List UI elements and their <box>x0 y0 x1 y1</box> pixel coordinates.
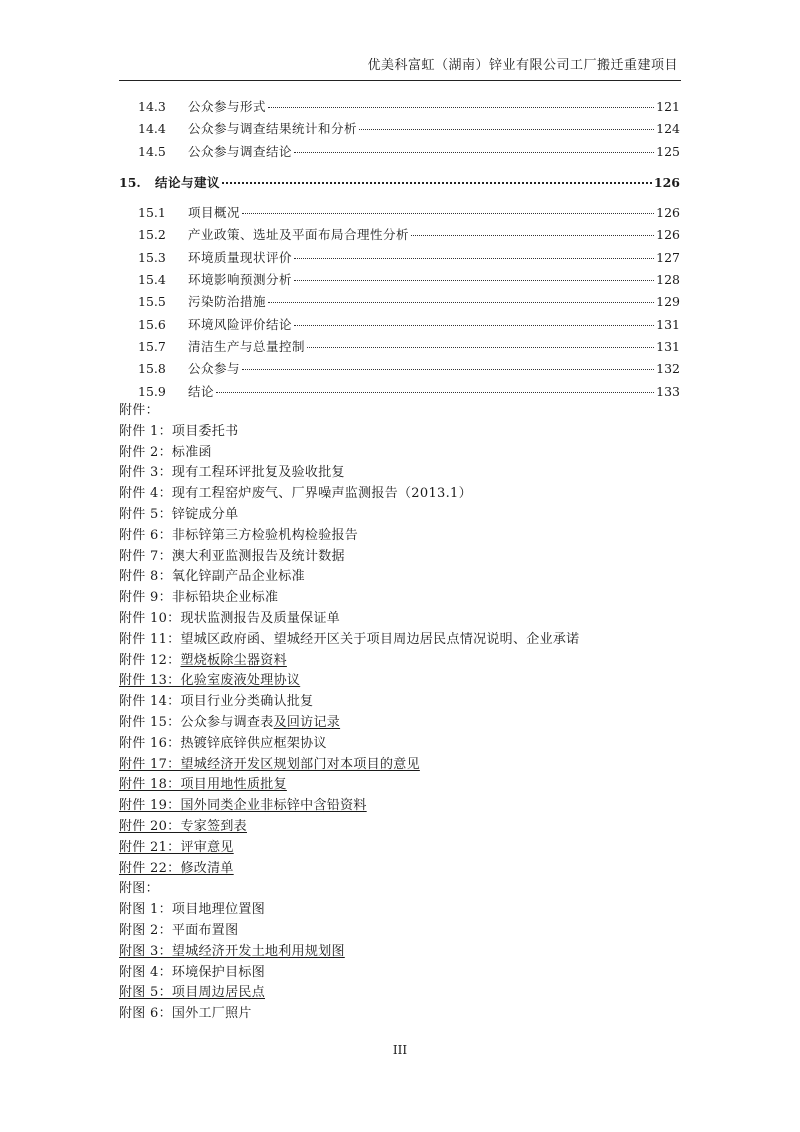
toc-entry-number: 15.8 <box>138 361 166 377</box>
page-number: III <box>392 1043 408 1057</box>
annex-item <box>119 671 680 692</box>
annex-item-text: 附件 4：现有工程窑炉废气、厂界噪声监测报告（2013.1） <box>119 486 472 502</box>
toc-entry-number: 15.5 <box>138 294 166 310</box>
annex-item <box>119 1004 680 1025</box>
annex-item <box>119 692 680 713</box>
annex-item <box>119 588 680 609</box>
toc-entry-page: 124 <box>656 121 680 137</box>
annex-item-underlined-text: 附件 20：专家签到表 <box>119 818 247 834</box>
toc-entry-number: 15.2 <box>138 227 166 243</box>
annex-item <box>119 983 680 1004</box>
toc-entry[interactable] <box>119 291 680 313</box>
toc-entry-page: 133 <box>656 383 680 399</box>
table-of-contents <box>119 96 680 403</box>
toc-dot-leader <box>268 302 654 303</box>
annex-item-underlined-text: 附件 21：评审意见 <box>119 839 234 855</box>
annex-item-text: 附图 2：平面布置图 <box>119 922 239 938</box>
annex-item-text: 附图 6：国外工厂照片 <box>119 1006 252 1022</box>
toc-entry-page: 131 <box>656 316 680 332</box>
annex-item <box>119 526 680 547</box>
annex-item-underlined-text: 附件 13：化验室废液处理协议 <box>119 673 301 689</box>
toc-entry-title: 项目概况 <box>188 205 241 221</box>
toc-entry-number: 14.3 <box>138 99 166 114</box>
toc-entry-page: 121 <box>656 99 680 114</box>
toc-dot-leader <box>242 369 654 370</box>
annex-item <box>119 401 680 422</box>
annex-item-underlined-text: 塑烧板除尘器资料 <box>180 652 287 668</box>
toc-dot-leader <box>294 280 654 281</box>
annex-item-text: 附件 2：标准函 <box>119 444 212 460</box>
toc-entry[interactable] <box>119 336 680 358</box>
toc-entry-page: 131 <box>656 338 680 354</box>
annex-item <box>119 900 680 921</box>
annex-item <box>119 755 680 776</box>
annex-item <box>119 859 680 880</box>
toc-entry-number: 15. <box>119 174 141 190</box>
annex-item <box>119 547 680 568</box>
toc-entry[interactable] <box>119 141 680 163</box>
toc-entry[interactable] <box>119 202 680 224</box>
toc-dot-leader <box>411 235 654 236</box>
annex-item <box>119 630 680 651</box>
annex-item-underlined-text: 附件 19：国外同类企业非标锌中含铅资料 <box>119 798 367 814</box>
toc-entry[interactable] <box>119 314 680 336</box>
toc-entry-number: 15.4 <box>138 272 166 288</box>
toc-dot-leader <box>307 347 654 348</box>
toc-entry[interactable] <box>119 269 680 291</box>
annex-item-text: 附件 12： <box>119 652 181 668</box>
toc-entry-number: 15.1 <box>138 205 166 221</box>
toc-dot-leader <box>359 129 654 130</box>
annex-item-underlined-text: 附件 18：项目用地性质批复 <box>119 777 287 793</box>
toc-entry-title: 产业政策、选址及平面布局合理性分析 <box>188 227 410 243</box>
annex-item-text: 附件 5：锌锭成分单 <box>119 506 239 522</box>
toc-dot-leader <box>268 107 654 108</box>
toc-entry-page: 126 <box>653 174 680 190</box>
toc-dot-leader <box>242 213 654 214</box>
annex-item <box>119 443 680 464</box>
annex-item <box>119 651 680 672</box>
annex-item <box>119 422 680 443</box>
annex-item-text: 附件 10：现状监测报告及质量保证单 <box>119 610 341 626</box>
annex-item-text: 附件 3：现有工程环评批复及验收批复 <box>119 465 345 481</box>
annex-item <box>119 838 680 859</box>
annex-item-text: 附件： <box>119 403 159 418</box>
toc-entry[interactable] <box>119 358 680 380</box>
toc-entry-page: 129 <box>656 294 680 310</box>
annex-item-text: 附件 9：非标铅块企业标准 <box>119 590 279 606</box>
annex-item <box>119 463 680 484</box>
annex-item <box>119 817 680 838</box>
annex-item-text: 附件 1：项目委托书 <box>119 423 239 439</box>
toc-entry-title: 公众参与形式 <box>188 99 267 114</box>
annex-item-text: 附件 16：热镀锌底锌供应框架协议 <box>119 735 327 751</box>
annex-item-text: 附图 4：环境保护目标图 <box>119 964 266 980</box>
toc-entry[interactable] <box>119 172 680 194</box>
toc-entry-title: 公众参与调查结论 <box>188 143 293 159</box>
toc-entry-title: 环境风险评价结论 <box>188 316 293 332</box>
annex-item-text: 附件 15：公众参与调查表 <box>119 714 274 730</box>
toc-entry-title: 清洁生产与总量控制 <box>188 338 306 354</box>
annex-item <box>119 796 680 817</box>
annex-item-underlined-text: 附件 22：修改清单 <box>119 860 234 876</box>
annex-item <box>119 484 680 505</box>
annex-item-text: 附图 1：项目地理位置图 <box>119 902 266 918</box>
toc-entry-page: 125 <box>656 143 680 159</box>
toc-entry-page: 128 <box>656 272 680 288</box>
annex-item-text: 附件 11：望城区政府函、望城经开区关于项目周边居民点情况说明、企业承诺 <box>119 631 580 647</box>
toc-entry-number: 14.5 <box>138 143 166 159</box>
annex-item <box>119 775 680 796</box>
annex-item-text: 附件 6：非标锌第三方检验机构检验报告 <box>119 527 359 543</box>
toc-entry-number: 14.4 <box>138 121 166 137</box>
toc-dot-leader <box>294 325 654 326</box>
annex-item <box>119 609 680 630</box>
toc-dot-leader <box>222 182 652 184</box>
toc-entry[interactable] <box>119 381 680 403</box>
toc-entry-number: 15.3 <box>138 249 166 265</box>
annex-item <box>119 963 680 984</box>
toc-dot-leader <box>294 258 654 259</box>
annex-item <box>119 734 680 755</box>
toc-entry-title: 环境质量现状评价 <box>188 249 293 265</box>
toc-dot-leader <box>294 152 654 153</box>
annex-item-underlined-text: 附图 3：望城经济开发土地利用规划图 <box>119 943 345 959</box>
toc-entry-page: 127 <box>656 249 680 265</box>
annex-item-text: 附图： <box>119 881 159 897</box>
toc-entry-title: 公众参与调查结果统计和分析 <box>188 121 358 137</box>
toc-entry-title: 结论 <box>188 383 215 399</box>
toc-entry[interactable] <box>119 224 680 246</box>
toc-entry-number: 15.9 <box>138 383 166 399</box>
toc-entry-title: 污染防治措施 <box>188 294 267 310</box>
toc-entry-title: 环境影响预测分析 <box>188 272 293 288</box>
toc-entry-title: 结论与建议 <box>155 174 221 190</box>
header-divider <box>119 80 681 81</box>
toc-entry-page: 126 <box>656 205 680 221</box>
toc-dot-leader <box>216 392 654 393</box>
toc-entry-number: 15.6 <box>138 316 166 332</box>
annex-item <box>119 921 680 942</box>
annex-item <box>119 713 680 734</box>
toc-entry[interactable] <box>119 96 680 118</box>
annex-item <box>119 505 680 526</box>
annex-item <box>119 942 680 963</box>
annex-item-underlined-text: 附件 17：望城经济开发区规划部门对本项目的意见 <box>119 756 420 772</box>
toc-entry[interactable] <box>119 118 680 140</box>
annex-item-text: 附件 7：澳大利亚监测报告及统计数据 <box>119 548 345 564</box>
annex-item-text: 附件 8：氧化锌副产品企业标准 <box>119 569 305 585</box>
toc-entry[interactable] <box>119 247 680 269</box>
toc-entry-page: 126 <box>656 227 680 243</box>
annex-list <box>119 401 680 1025</box>
toc-entry-number: 15.7 <box>138 338 166 354</box>
annex-item <box>119 879 680 900</box>
annex-item-underlined-text: 附图 5：项目周边居民点 <box>119 985 266 1001</box>
annex-item <box>119 567 680 588</box>
toc-entry-page: 132 <box>656 361 680 377</box>
document-header-title: 优美科富虹（湖南）锌业有限公司工厂搬迁重建项目 <box>367 58 678 73</box>
annex-item-text: 附件 14：项目行业分类确认批复 <box>119 694 314 710</box>
toc-entry-title: 公众参与 <box>188 361 241 377</box>
annex-item-underlined-text: 及回访记录 <box>273 714 341 730</box>
